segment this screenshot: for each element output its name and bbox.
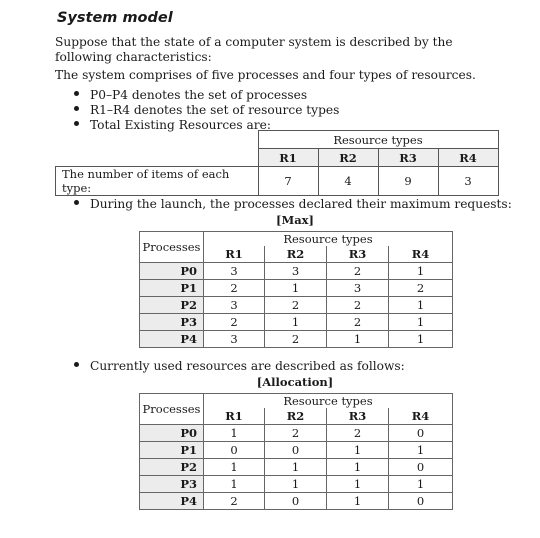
table-cell: 1 (389, 314, 453, 331)
table-cell: 1 (327, 331, 389, 348)
existing-resources-table (55, 130, 499, 196)
table-row (140, 314, 453, 331)
column-header: R1 (204, 408, 265, 425)
bullet-icon (74, 91, 79, 96)
table-cell: 1 (265, 459, 327, 476)
table-cell: 0 (389, 425, 453, 442)
table-cell: 2 (327, 297, 389, 314)
table-row (140, 280, 453, 297)
resource-types-header: Resource types (258, 131, 498, 149)
bullet-item: During the launch, the processes declared their maximum requests: (74, 197, 512, 212)
column-header: R3 (327, 408, 389, 425)
processes-header: Processes (140, 394, 204, 425)
table-cell: 7 (258, 167, 318, 196)
table-cell: 3 (265, 263, 327, 280)
table-cell: 3 (438, 167, 498, 196)
allocation-caption: [Allocation] (256, 375, 334, 389)
bullet-icon (74, 200, 79, 205)
column-header: R1 (204, 246, 265, 263)
bullet-icon (74, 121, 79, 126)
table-row (140, 442, 453, 459)
process-label: P1 (140, 280, 204, 297)
table-row (140, 425, 453, 442)
table-cell: 2 (389, 280, 453, 297)
table-cell: 1 (265, 280, 327, 297)
table-cell: 0 (389, 493, 453, 510)
table-cell: 1 (265, 314, 327, 331)
table-cell: 1 (389, 442, 453, 459)
max-caption: [Max] (276, 213, 314, 227)
table-cell: 1 (204, 476, 265, 493)
process-label: P2 (140, 297, 204, 314)
table-row (140, 263, 453, 280)
processes-header: Processes (140, 232, 204, 263)
resource-types-header: Resource types (204, 394, 453, 409)
table-cell: 1 (327, 442, 389, 459)
table-cell: 2 (265, 297, 327, 314)
table-cell: 3 (204, 263, 265, 280)
comprises-paragraph: The system comprises of five processes and four types of resources. (55, 68, 476, 82)
table-cell: 1 (204, 459, 265, 476)
table-cell: 1 (389, 476, 453, 493)
table-cell: 3 (204, 297, 265, 314)
process-label: P1 (140, 442, 204, 459)
table-row (140, 493, 453, 510)
table-row (140, 297, 453, 314)
resource-types-header: Resource types (204, 232, 453, 247)
table-cell: 0 (265, 442, 327, 459)
column-header: R4 (389, 246, 453, 263)
column-header: R1 (258, 149, 318, 167)
process-label: P3 (140, 314, 204, 331)
column-header: R3 (378, 149, 438, 167)
process-label: P4 (140, 331, 204, 348)
table-cell: 1 (327, 476, 389, 493)
table-cell: 1 (204, 425, 265, 442)
table-row (140, 331, 453, 348)
allocation-table (139, 393, 453, 510)
table-cell: 2 (204, 493, 265, 510)
bullet-item: R1–R4 denotes the set of resource types (74, 103, 339, 118)
table-cell: 1 (327, 459, 389, 476)
process-label: P0 (140, 263, 204, 280)
table-cell: 1 (389, 263, 453, 280)
table-cell: 3 (327, 280, 389, 297)
max-table (139, 231, 453, 348)
table-cell: 2 (204, 280, 265, 297)
table-cell: 1 (327, 493, 389, 510)
column-header: R4 (438, 149, 498, 167)
table-cell: 1 (389, 297, 453, 314)
process-label: P3 (140, 476, 204, 493)
process-label: P0 (140, 425, 204, 442)
intro-paragraph: Suppose that the state of a computer system is described by the following characteristics: (55, 35, 453, 64)
table-cell: 1 (265, 476, 327, 493)
table-cell: 2 (265, 331, 327, 348)
table-cell: 9 (378, 167, 438, 196)
table-cell: 3 (204, 331, 265, 348)
table-row (140, 476, 453, 493)
bullet-item: Total Existing Resources are: (74, 118, 271, 133)
column-header: R2 (265, 408, 327, 425)
table-cell: 2 (265, 425, 327, 442)
table-cell: 2 (327, 425, 389, 442)
bullet-icon (74, 106, 79, 111)
table-cell: 1 (389, 331, 453, 348)
process-label: P4 (140, 493, 204, 510)
bullet-item: Currently used resources are described as follows: (74, 359, 405, 374)
column-header: R3 (327, 246, 389, 263)
table-cell: 0 (265, 493, 327, 510)
bullet-item: P0–P4 denotes the set of processes (74, 88, 307, 103)
table-cell: 2 (327, 263, 389, 280)
table-cell: 2 (204, 314, 265, 331)
table-cell: 2 (327, 314, 389, 331)
table-cell: 0 (389, 459, 453, 476)
table-cell: 0 (204, 442, 265, 459)
column-header: R2 (265, 246, 327, 263)
column-header: R2 (318, 149, 378, 167)
column-header: R4 (389, 408, 453, 425)
process-label: P2 (140, 459, 204, 476)
section-title: System model (57, 10, 173, 26)
table-row (140, 459, 453, 476)
bullet-icon (74, 362, 79, 367)
row-label: The number of items of each type: (56, 167, 259, 196)
table-cell: 4 (318, 167, 378, 196)
